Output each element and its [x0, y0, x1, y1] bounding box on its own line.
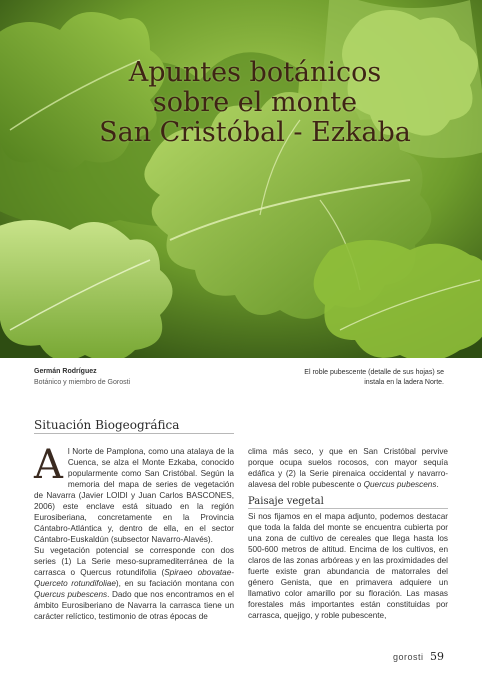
paragraph-text: . Dado que nos encontramos en el ámbito Eurosiberiano de Navarra la carrasca tiene un carácter relíctico, testimonio de otras épocas de: [34, 590, 234, 621]
title-line: sobre el monte: [152, 87, 358, 118]
text-column-right: [248, 446, 448, 621]
species-name: Spiraeo obovatae-Querceto rotundifoliae: [34, 568, 234, 588]
publication-name: gorosti: [392, 652, 424, 662]
paragraph-text: ), en su faciación montana con: [115, 579, 234, 588]
author-name: Germán Rodríguez: [34, 368, 97, 375]
text-column-left: [34, 442, 234, 622]
paragraph: [34, 545, 234, 622]
title-line: San Cristóbal - Ezkaba: [99, 117, 411, 148]
species-name: Quercus pubescens: [34, 590, 108, 599]
title-line: Apuntes botánicos: [128, 57, 382, 88]
article-title: [60, 58, 450, 148]
paragraph: l Norte de Pamplona, como una atalaya de la Cuenca, se alza el Monte Ezkaba, conocido popularmente como San Cristóbal. Según la memoria del mapa de series de vegetación de Navarra (Javier LOIDI y Juan Carlos BASCONES, 2006) este enclave está situado en la región Eurosiberiana, concretamente en la Provincia Cántabro-Atlántica y, dentro de ella, en el sector Cántabro-Euskaldún (subsector Navarro-Alavés).: [34, 447, 234, 544]
species-name: Quercus pubescens: [363, 480, 437, 489]
section-title: Situación Biogeográfica: [34, 418, 180, 432]
author-role: Botánico y miembro de Gorosti: [34, 379, 131, 386]
paragraph: [248, 446, 448, 490]
paragraph-text: Su vegetación potencial se corresponde con dos series (1) La Serie meso-supramediterránea de la carrasca o Quercus rotundifolia (: [34, 546, 234, 577]
page-footer: [393, 650, 444, 663]
paragraph-text: clima más seco, y que en San Cristóbal pervive porque ocupa suelos rocosos, con mayor sequía edáfica y (2) la Serie pirenaica occidental y navarro-alavesa del roble pubescente o: [248, 447, 448, 489]
subheading: Paisaje vegetal: [248, 496, 448, 509]
photo-caption: El roble pubescente (detalle de sus hojas) se instala en la ladera Norte.: [304, 369, 444, 386]
drop-cap: A: [34, 442, 63, 488]
paragraph-text: .: [436, 480, 439, 489]
paragraph: Si nos fijamos en el mapa adjunto, podemos destacar que toda la falda del monte se encuentra cubierta por una zona de cultivo de cereales que llega hasta los 500-600 metros de altitud. Encima de los cultivos, en claros de las zonas arbóreas y en las proximidades del fuerte existe gran abundancia de matorrales del género Genista, que en primavera adquiere un llamativo color amarillo por su floración. Las masas forestales más importantes están constituidas por carrasca, quejigo, y roble pubescente,: [248, 512, 448, 620]
section-divider: [34, 433, 234, 434]
page-number: 59: [430, 650, 444, 663]
